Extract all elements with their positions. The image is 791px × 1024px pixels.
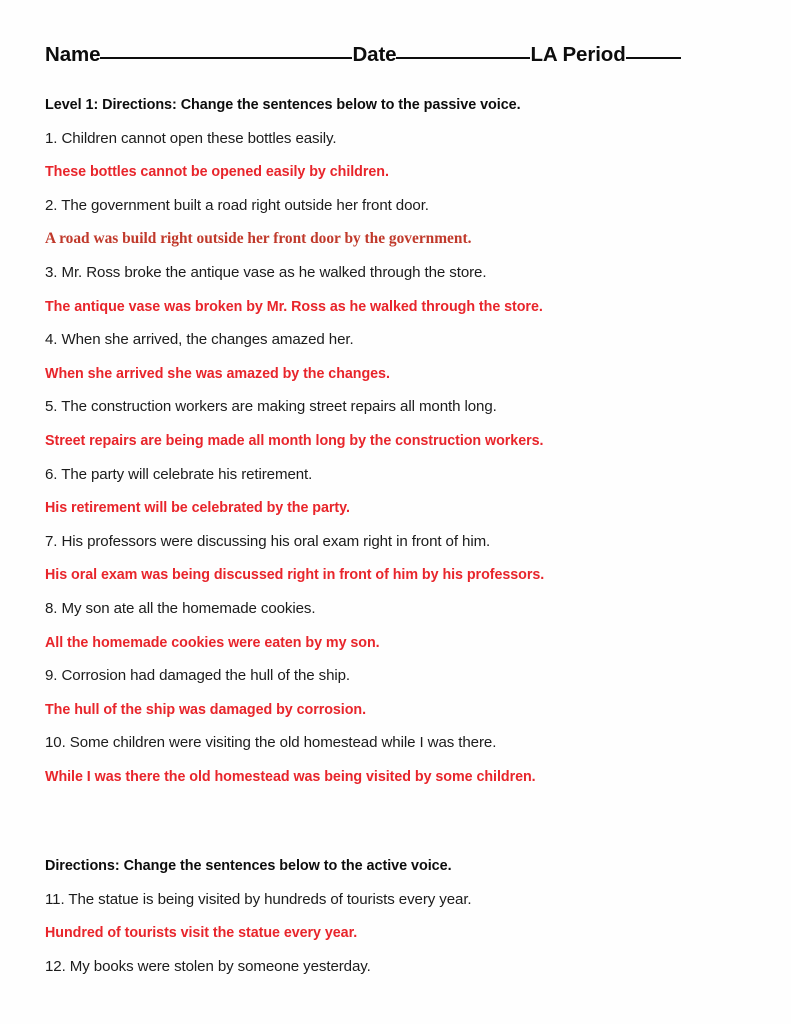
- name-label: Name: [45, 43, 101, 66]
- question-1: 1. Children cannot open these bottles easily.: [45, 129, 337, 147]
- answer-11: Hundred of tourists visit the statue every year.: [45, 925, 358, 942]
- answer-row: [45, 357, 755, 391]
- section-2-directions-tail: .: [447, 858, 452, 875]
- question-row: [45, 592, 755, 626]
- answer-3: The antique vase was broken by Mr. Ross as he walked through the store.: [45, 298, 543, 315]
- answer-row: [45, 916, 755, 950]
- question-row: [45, 950, 755, 984]
- worksheet-header: [45, 42, 745, 68]
- answer-row: [45, 558, 755, 592]
- question-row: [45, 256, 755, 290]
- answer-row: [45, 760, 755, 794]
- la-period-label: LA Period: [530, 43, 626, 66]
- name-blank-rule[interactable]: [100, 57, 352, 59]
- question-4: 4. When she arrived, the changes amazed her.: [45, 331, 354, 349]
- section-1-directions-row: [45, 88, 755, 122]
- date-label: Date: [352, 43, 397, 66]
- question-7: 7. His professors were discussing his oral exam right in front of him.: [45, 532, 491, 550]
- question-11: 11. The statue is being visited by hundreds of tourists every year.: [45, 890, 472, 908]
- question-6: 6. The party will celebrate his retirement.: [45, 465, 313, 483]
- question-8: 8. My son ate all the homemade cookies.: [45, 599, 316, 617]
- section-2-directions-row: [45, 849, 755, 883]
- answer-5: Street repairs are being made all month long by the construction workers.: [45, 432, 544, 449]
- answer-row: [45, 626, 755, 660]
- section-2-directions: Directions: Change the sentences below to the active voice: [45, 858, 448, 875]
- answer-7: His oral exam was being discussed right in front of him by his professors.: [45, 567, 545, 584]
- section-1-directions: Level 1: Directions: Change the sentences below to the passive voice.: [45, 97, 521, 113]
- question-row: [45, 726, 755, 760]
- question-row: [45, 323, 755, 357]
- question-9: 9. Corrosion had damaged the hull of the ship.: [45, 667, 351, 685]
- question-row: [45, 189, 755, 223]
- answer-row: [45, 491, 755, 525]
- worksheet-body: [45, 88, 755, 983]
- question-2: 2. The government built a road right outside her front door.: [45, 196, 429, 214]
- answer-6: His retirement will be celebrated by the party.: [45, 500, 350, 517]
- la-period-blank-rule[interactable]: [626, 57, 681, 59]
- section-gap-half: [45, 827, 755, 849]
- answer-row: [45, 155, 755, 189]
- answer-row: [45, 693, 755, 727]
- answer-9: The hull of the ship was damaged by corrosion.: [45, 701, 367, 718]
- question-10: 10. Some children were visiting the old homestead while I was there.: [45, 734, 497, 752]
- answer-1: These bottles cannot be opened easily by children.: [45, 164, 389, 181]
- question-row: [45, 659, 755, 693]
- answer-10: While I was there the old homestead was being visited by some children.: [45, 768, 536, 785]
- answer-row: [45, 222, 755, 256]
- question-row: [45, 525, 755, 559]
- section-gap: [45, 793, 755, 827]
- question-5: 5. The construction workers are making street repairs all month long.: [45, 398, 497, 416]
- answer-8: All the homemade cookies were eaten by my son.: [45, 634, 380, 651]
- question-row: [45, 458, 755, 492]
- date-blank-rule[interactable]: [396, 57, 530, 59]
- question-row: [45, 122, 755, 156]
- answer-row: [45, 424, 755, 458]
- answer-4: When she arrived she was amazed by the changes.: [45, 365, 390, 382]
- question-row: [45, 390, 755, 424]
- question-12: 12. My books were stolen by someone yesterday.: [45, 957, 371, 975]
- answer-2: A road was build right outside her front door by the government.: [45, 230, 472, 248]
- question-row: [45, 883, 755, 917]
- answer-row: [45, 290, 755, 324]
- question-3: 3. Mr. Ross broke the antique vase as he walked through the store.: [45, 263, 487, 281]
